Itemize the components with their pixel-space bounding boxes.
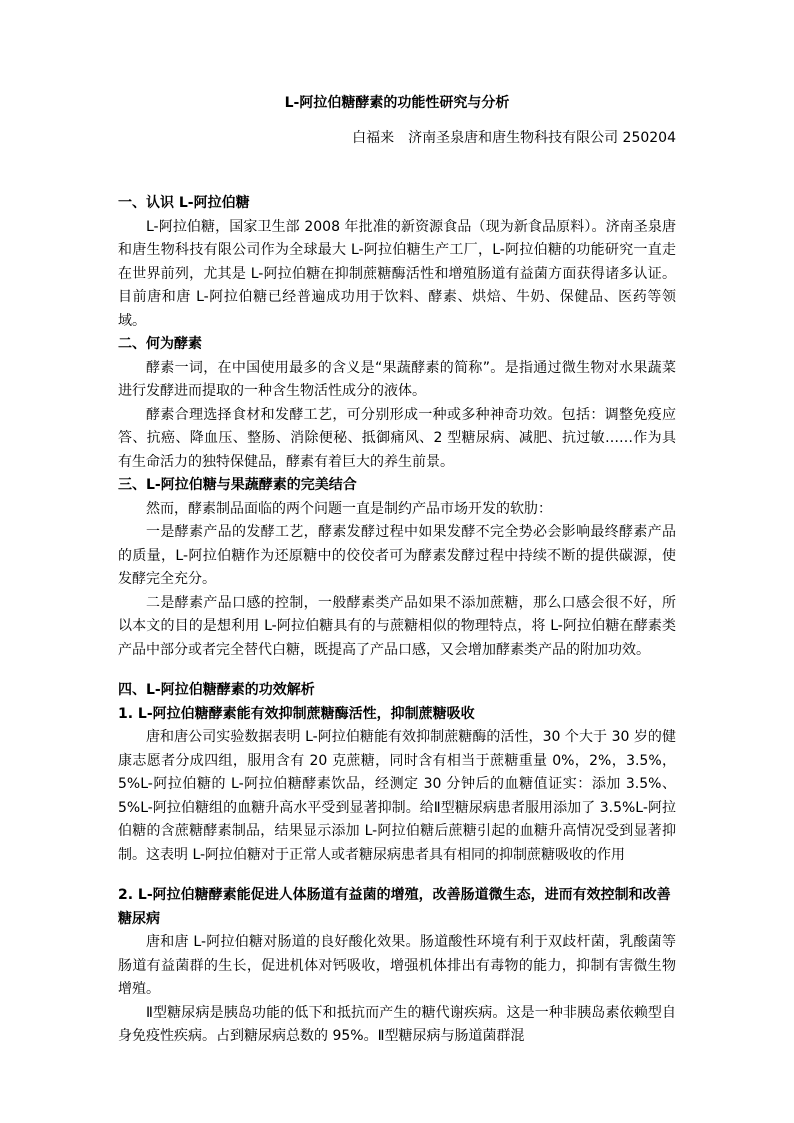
section-heading: 一、认识 L-阿拉伯糖 [118, 195, 250, 211]
paragraph: 然而，酵素制品面临的两个问题一直是制约产品市场开发的软肋： [146, 500, 552, 517]
section-4 [118, 679, 676, 703]
section-3 [118, 474, 676, 662]
spacer [118, 867, 676, 884]
subsection-1 [118, 703, 676, 868]
paragraph: 一是酵素产品的发酵工艺，酵素发酵过程中如果发酵不完全势必会影响最终酵素产品的质量，L-阿拉伯糖作为还原糖中的佼佼者可为酵素发酵过程中持续不断的提供碳源，使发酵完全充分。 [118, 524, 676, 587]
section-heading: 四、L-阿拉伯糖酵素的功效解析 [118, 682, 315, 698]
paragraph: 唐和唐公司实验数据表明 L-阿拉伯糖能有效抑制蔗糖酶的活性，30 个大于 30 岁的健康志愿者分成四组，服用含有 20 克蔗糖，同时含有相当于蔗糖重量 0%，2%，3.5%，5%L-阿拉伯糖的 L-阿拉伯糖酵素饮品，经测定 30 分钟后的血糖值证实：添加 3.5%、5%L-阿拉伯糖组的血糖升高水平受到显著抑制。给Ⅱ型糖尿病患者服用添加了 3.5%L-阿拉伯糖的含蔗糖酵素制品，结果显示添加 L-阿拉伯糖后蔗糖引起的血糖升高情况受到显著抑制。这表明 L-阿拉伯糖对于正常人或者糖尿病患者具有相同的抑制蔗糖吸收的作用 [118, 729, 676, 863]
paragraph: 酵素一词，在中国使用最多的含义是“果蔬酵素的简称”。是指通过微生物对水果蔬菜进行发酵进而提取的一种含生物活性成分的液体。 [118, 359, 676, 399]
paragraph: 唐和唐 L-阿拉伯糖对肠道的良好酸化效果。肠道酸性环境有利于双歧杆菌，乳酸菌等肠道有益菌群的生长，促进机体对钙吸收，增强机体排出有毒物的能力，抑制有害微生物增殖。 [118, 934, 676, 997]
document-page [118, 92, 676, 1049]
author-line: 白福来 济南圣泉唐和唐生物科技有限公司 250204 [352, 130, 676, 146]
subsection-heading: 2. L-阿拉伯糖酵素能促进人体肠道有益菌的增殖，改善肠道微生态，进而有效控制和改善糖尿病 [118, 887, 671, 927]
paragraph: Ⅱ型糖尿病是胰岛功能的低下和抵抗而产生的糖代谢疾病。这是一种非胰岛素依赖型自身免疫性疾病。占到糖尿病总数的 95%。Ⅱ型糖尿病与肠道菌群混 [118, 1004, 676, 1044]
paragraph: 酵素合理选择食材和发酵工艺，可分别形成一种或多种神奇功效。包括：调整免疫应答、抗癌、降血压、整肠、消除便秘、抵御痛风、2 型糖尿病、减肥、抗过敏……作为具有生命活力的独特保健品，酵素有着巨大的养生前景。 [118, 406, 676, 470]
paragraph: 二是酵素产品口感的控制，一般酵素类产品如果不添加蔗糖，那么口感会很不好，所以本文的目的是想利用 L-阿拉伯糖具有的与蔗糖相似的物理特点，将 L-阿拉伯糖在酵素类产品中部分或者完全替代白糖，既提高了产品口感，又会增加酵素类产品的附加功效。 [118, 594, 676, 658]
spacer [118, 662, 676, 679]
paragraph: L-阿拉伯糖，国家卫生部 2008 年批准的新资源食品（现为新食品原料）。济南圣泉唐和唐生物科技有限公司作为全球最大 L-阿拉伯糖生产工厂，L-阿拉伯糖的功能研究一直走在世界前列，尤其是 L-阿拉伯糖在抑制蔗糖酶活性和增殖肠道有益菌方面获得诸多认证。目前唐和唐 L-阿拉伯糖已经普遍成功用于饮料、酵素、烘焙、牛奶、保健品、医药等领域。 [118, 218, 676, 329]
subsection-heading: 1. L-阿拉伯糖酵素能有效抑制蔗糖酶活性，抑制蔗糖吸收 [118, 705, 475, 722]
section-heading: 二、何为酵素 [118, 336, 202, 352]
section-1 [118, 192, 676, 333]
section-2 [118, 333, 676, 474]
document-title: L-阿拉伯糖酵素的功能性研究与分析 [284, 95, 510, 111]
section-heading: 三、L-阿拉伯糖与果蔬酵素的完美结合 [118, 477, 357, 493]
subsection-2 [118, 884, 676, 1049]
